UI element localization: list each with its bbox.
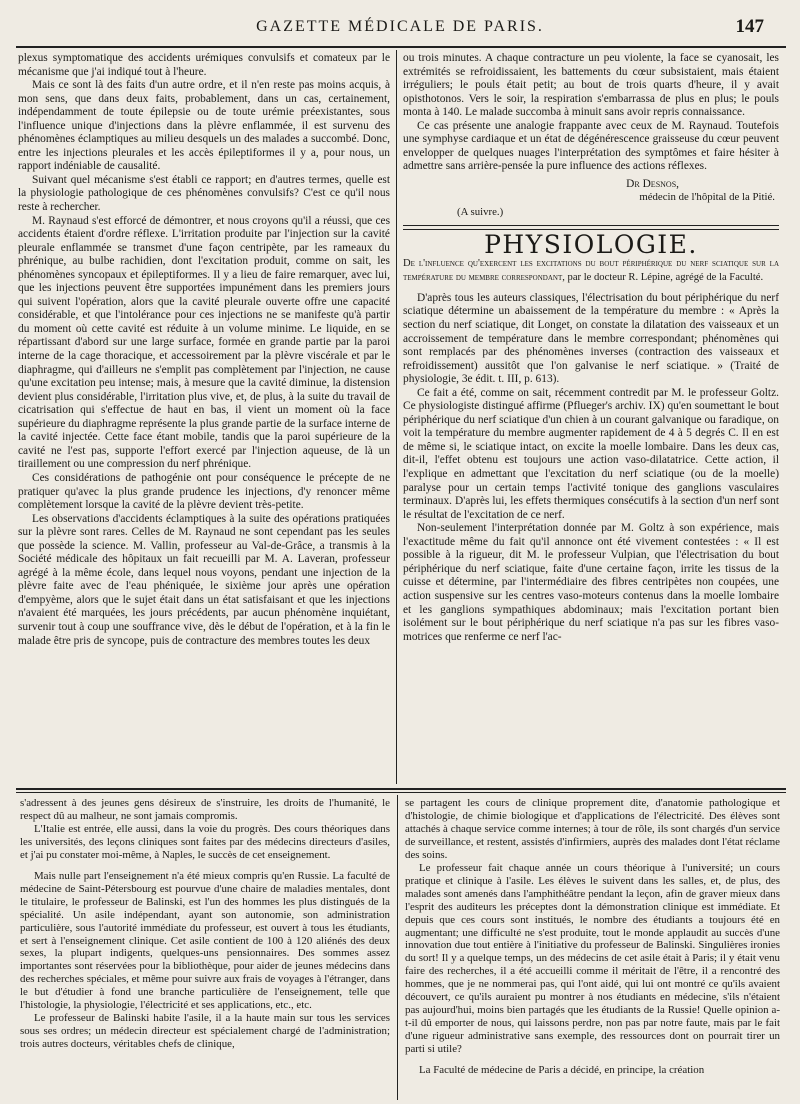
lower-right-column [405,797,780,1097]
paragraph: ou trois minutes. A chaque contracture un peu violente, la face se cyanosait, les extrémités se refroidissaient, les battements du cœur subsistaient, mais étaient irréguliers; le pouls était petit; au bout de trois quarts d'heure, il y avait opisthotonos. Vers le soir, la respiration s'embarrassa de plus en plus; le pouls monta à 140. Le malade succomba à minuit sans avoir repris connaissance. [403,52,779,119]
feuilleton-rule [16,788,786,790]
paragraph: L'Italie est entrée, elle aussi, dans la voie du progrès. Des cours théoriques dans les universités, des leçons cliniques sont faites par des médecins directeurs d'asiles, et j'ai pu constater moi-même, à Naples, le succès de cet enseignement. [20,822,390,861]
journal-title: GAZETTE MÉDICALE DE PARIS. [256,18,544,35]
page-number: 147 [735,16,764,37]
paragraph: Mais ce sont là des faits d'un autre ordre, et il n'en reste pas moins acquis, à mon sens, que dans deux faits, probablement, dans un cas, certainement, indépendamment de toute épilepsie ou de toute urémie préexistantes, sous l'influence unique d'injections dans la plèvre enflammée, il est survenu des phénomènes éclamptiques au milieu desquels un des malades a succombé. Donc, entre les injections pleurales et les accès épileptiformes il y a, pour nous, un rapport indéniable de causalité. [18,79,390,173]
header-rule [16,46,786,48]
article-title-author: par le docteur R. Lépine, agrégé de la Faculté. [564,271,764,283]
article-title-caps: De l'influence qu'exercent les excitations du bout périphérique du nerf sciatique sur la température du membre correspondant, [403,258,779,283]
paragraph: Le professeur fait chaque année un cours théorique à l'université; un cours pratique et clinique à l'asile. Les élèves le suivent dans les salles, et, de plus, des malades sont amenés dans l'amphithéâtre pendant la leçon, afin de graver mieux dans l'esprit des auditeurs les préceptes dont la démonstration clinique est immédiate. Et depuis que ces cours sont institués, le nombre des étudiants a toujours été en augmentant; une difficulté ne s'est produite, tout le monde applaudit au succès d'une innovation due tout entière à l'initiative du professeur de Balinski. Singulières ironies du sort! Il y a quelque temps, un des médecins de cet asile était à Paris; il y était venu faire des recherches, il a été accueilli comme il méritait de l'être, il a rencontré des hommes, que je ne nommerai pas, qui l'ont aidé, qui lui ont montré ce qu'ils avaient découvert, ce qu'ils auraient pu montrer à nos étudiants en médecine, s'ils n'étaient pas aujourd'hui, moins bien partagés que les étudiants de la Russie! Quelle opinion a-t-il dû emporter de nous, qui laissons perdre, non pas par notre faute, mais par le fait d'une rigueur administrative sans exemple, des ressources dont on pourrait tirer un parti si utile? [405,861,780,1056]
column-rule-upper [396,50,397,784]
paragraph: se partagent les cours de clinique proprement dite, d'anatomie pathologique et d'histologie, de chimie biologique et d'applications de l'électricité. Des élèves sont attachés à chaque service comme internes; à tour de rôle, ils sont chargés d'un service de surveillance, et restent, assistés d'infirmiers, auprès des malades dont l'état réclame des soins. [405,797,780,861]
article-title [403,257,779,284]
paragraph: M. Raynaud s'est efforcé de démontrer, et nous croyons qu'il a réussi, que ces accidents étaient d'ordre réflexe. L'irritation produite par l'injection sur la cavité pleurale enflammée se transmet d'une façon centripète, par les rameaux du phrénique, au bulbe rachidien, dont l'excitation produit, comme on sait, les phénomènes syncopaux et épileptiformes. Il y a lieu de faire remarquer, avec lui, que les injections peuvent être supportées impunément dans les premiers jours qui suivent l'opération, alors que la cavité pleurale ouverte offre une capacité considérable, et que l'intolérance pour ces injections ne se manifeste qu'à partir du moment où cette cavité est réduite à un volume minime. Le liquide, en se répartissant d'abord sur une large surface, formée en grande partie par la paroi interne de la cage thoracique, et accessoirement par la plèvre viscérale et par le diaphragme, qui d'ailleurs ne s'emplit pas complètement par l'injection, ne cause qu'une excitation peu intense; mais, à mesure que la cavité diminue, la distension devient plus considérable, l'irritation plus vive, et, de plus, à la suite du travail de cicatrisation qui s'effectue de haut en bas, il vient un moment où la face supérieure du diaphragme représente la plus grande partie de la surface interne de la cavité injectée. Cette face étant mobile, tandis que la paroi supérieure de la cavité ne l'est pas, supporte l'effort exercé par l'injection aqueuse, de là un tiraillement ou une compression du nerf phrénique. [18,214,390,471]
paragraph: Ces considérations de pathogénie ont pour conséquence le précepte de ne pratiquer qu'avec la plus grande prudence les injections, d'y renoncer même complètement lorsque la cavité de la plèvre devient très-petite. [18,471,390,512]
paragraph: Mais nulle part l'enseignement n'a été mieux compris qu'en Russie. La faculté de médecine de Saint-Pétersbourg est pourvue d'une chaire de maladies mentales, dont le titulaire, le professeur de Balinski, est l'un des hommes les plus distingués de la spécialité. Un asile indépendant, ayant son autonomie, son administration particulière, sous l'autorité immédiate du professeur, est ouvert à tous les étudiants, et sert à l'enseignement clinique. Cet asile contient de 100 à 120 aliénés des deux sexes, la plupart indigents, quelques-uns pensionnaires. Des sommes assez importantes sont réservées pour la bibliothèque, pour aider de jeunes médecins dans des recherches spéciales, et même pour suivre aux frais de voyages à l'étranger, dans le but d'étudier à fond une branche particulière de l'enseignement, telle que l'histologie, la physiologie, l'électricité et ses applications, etc., etc. [20,869,390,1012]
page-header [0,18,800,44]
to-be-continued: (A suivre.) [457,206,504,219]
author-signature: Dr Desnos, [626,177,679,190]
section-title: PHYSIOLOGIE. [484,229,698,259]
feuilleton-rule-thin [16,792,786,793]
author-role: médecin de l'hôpital de la Pitié. [639,191,775,204]
column-rule-lower [397,795,398,1100]
paragraph: La Faculté de médecine de Paris a décidé, en principe, la création [419,1064,705,1077]
paragraph: Non-seulement l'interprétation donnée par M. Goltz à son expérience, mais l'exactitude même du fait qu'il annonce ont été vivement contestées : « Il est possible à la rigueur, dit M. le professeur Vulpian, que l'électrisation du bout périphérique du nerf sciatique, faite d'une certaine façon, irrite les tissus de la cuisse et détermine, par l'intermédiaire des fibres centripètes non coupées, une action suspensive sur les centres vaso-moteurs contenus dans la moelle lombaire et les ganglions sympathiques abdominaux; mais l'excitation portant bien isolément sur le bout périphérique du nerf sciatique n'a pas sur les fibres vaso-motrices que renferme ce nerf l'ac- [403,522,779,643]
lower-left-column [20,797,390,1097]
paragraph: Ce cas présente une analogie frappante avec ceux de M. Raynaud. Toutefois une symphyse cardiaque et un état de dégénérescence graisseuse du cœur peuvent envelopper de quelques nuages l'interprétation des symptômes et faire hésiter à admettre sans arrière-pensée la pure influence des actions réflexes. [403,119,779,173]
paragraph: Les observations d'accidents éclamptiques à la suite des opérations pratiquées sur la plèvre sont rares. Celles de M. Raynaud ne sont cependant pas les seules que possède la science. M. Vallin, professeur au Val-de-Grâce, a transmis à la Société médicale des hôpitaux un fait recueilli par M. A. Laveran, professeur agrégé à la même école, dans lequel nous voyons, pendant une injection de la plèvre faite avec de l'eau phéniquée, le sixième jour après une opération d'empyème, alors que le sujet était dans un état satisfaisant et que les injections n'avaient été marquées, les jours précédents, par aucun phénomène inquiétant, survenir tout à coup une souffrance vive, dès le début de l'opération, et à la fin le malade être pris de syncope, puis de contracture des membres toutes les deux [18,512,390,647]
paragraph: Le professeur de Balinski habite l'asile, il a la haute main sur tous les services sous ses ordres; un médecin directeur est spécialement chargé de l'administration; trois autres docteurs, véritables chefs de clinique, [20,1012,390,1051]
section-rule [403,225,779,230]
upper-left-column [18,52,390,780]
paragraph: D'après tous les auteurs classiques, l'électrisation du bout périphérique du nerf sciatique détermine un abaissement de la température du membre : « Après la section du nerf sciatique, dit Longet, on constate la dilatation des vaisseaux et un accroissement de température dans le membre correspondant; phénomènes qui sont remplacés par des phénomènes inverses (contraction des vaisseaux et refroidissement) aussitôt que l'on galvanise le nerf sciatique. » (Traité de physiologie, 3e édit. t. III, p. 613). [403,291,779,386]
paragraph: plexus symptomatique des accidents urémiques convulsifs et comateux par le mécanisme que j'ai indiqué tout à l'heure. [18,52,390,78]
signature-block [403,178,779,220]
paragraph: s'adressent à des jeunes gens désireux de s'instruire, les droits de l'humanité, le respect dû au malheur, ne sont jamais compromis. [20,797,390,822]
upper-right-column [403,52,779,780]
paragraph: Suivant quel mécanisme s'est établi ce rapport; en d'autres termes, quelle est la physiologie pathologique de ces phénomènes convulsifs? C'est ce qu'il nous reste à rechercher. [18,173,390,214]
paragraph: Ce fait a été, comme on sait, récemment contredit par M. le professeur Goltz. Ce physiologiste distingué affirme (Pflueger's archiv. IX) qu'en soumettant le bout périphérique du nerf sciatique d'un chien à un courant galvanique ou faradique, on voit la température du membre augmenter rapidement de 4 à 5 degrés C. Il en est de même si, le sciatique intact, on excite la moelle lombaire. Dans les deux cas, dit-il, l'effet obtenu est toujours une action vaso-dilatatrice. Cette action, il l'explique en admettant que l'excitation du nerf sciatique (ou de la moelle) paralyse pour un certain temps l'activité tonique des ganglions vasculaires terminaux. D'après lui, les effets thermiques consécutifs à la section d'un nerf sont le résultat de l'excitation de ce nerf. [403,386,779,521]
